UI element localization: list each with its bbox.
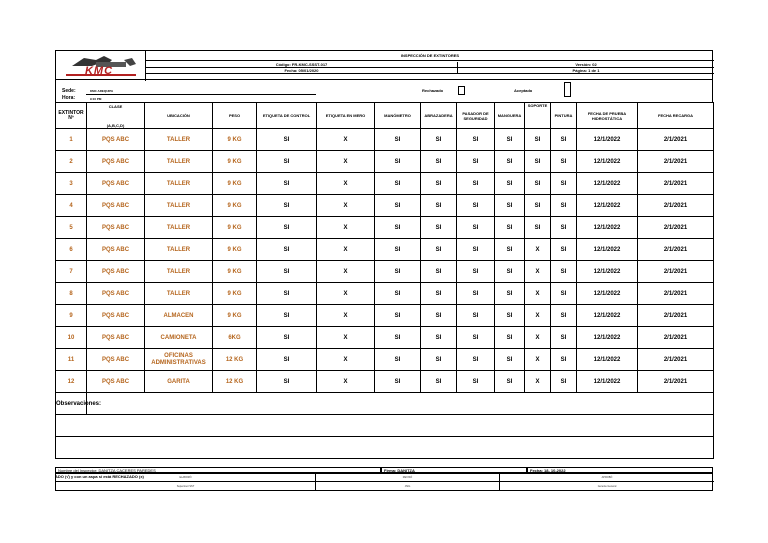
row-number: 3: [56, 173, 87, 195]
row-pasador: SI: [457, 195, 495, 217]
row-manguera: SI: [495, 239, 525, 261]
row-etiqueta-control: SI: [257, 195, 317, 217]
row-manometro: SI: [375, 239, 421, 261]
row-pintura: SI: [551, 129, 577, 151]
row-recarga: 2/1/2021: [638, 283, 714, 305]
row-pasador: SI: [457, 261, 495, 283]
company-logo: [62, 54, 140, 78]
table-header: [56, 103, 714, 129]
row-abrazadera: SI: [421, 327, 457, 349]
row-pasador: SI: [457, 371, 495, 393]
row-peso: 9 KG: [213, 261, 257, 283]
row-recarga: 2/1/2021: [638, 173, 714, 195]
row-soporte: X: [525, 349, 551, 371]
row-recarga: 2/1/2021: [638, 239, 714, 261]
row-manguera: SI: [495, 305, 525, 327]
row-number: 6: [56, 239, 87, 261]
col-peso: PESO: [213, 103, 257, 129]
rechazado-checkbox[interactable]: [458, 86, 465, 95]
table-row: [56, 151, 714, 173]
row-pintura: SI: [551, 327, 577, 349]
row-manguera: SI: [495, 151, 525, 173]
row-pintura: SI: [551, 239, 577, 261]
row-abrazadera: SI: [421, 217, 457, 239]
document-code: Código: FR-KMC-SSST-017: [146, 62, 458, 67]
row-etiqueta-mero: X: [317, 305, 375, 327]
row-number: 4: [56, 195, 87, 217]
row-clase: PQS ABC: [87, 305, 145, 327]
row-manguera: SI: [495, 327, 525, 349]
table-row: [56, 349, 714, 371]
col-prueba: FECHA DE PRUEBA HIDROSTÁTICA: [577, 103, 638, 129]
col-clase: [87, 103, 145, 129]
table-body: [56, 129, 714, 393]
row-clase: PQS ABC: [87, 129, 145, 151]
header-info: [146, 51, 714, 81]
table-row: [56, 195, 714, 217]
table-row: [56, 283, 714, 305]
row-prueba: 12/1/2022: [577, 349, 638, 371]
sede-row: [55, 80, 713, 102]
logo-cell: [56, 51, 146, 81]
row-clase: PQS ABC: [87, 349, 145, 371]
sede-value: KMC AREQUIPA: [90, 89, 114, 93]
row-number: 5: [56, 217, 87, 239]
row-ubicacion: GARITA: [145, 371, 213, 393]
row-manometro: SI: [375, 129, 421, 151]
document-pages: Página: 1 de 1: [572, 68, 600, 73]
row-etiqueta-control: SI: [257, 173, 317, 195]
table-row: [56, 173, 714, 195]
row-etiqueta-mero: X: [317, 327, 375, 349]
inspector-name: Nombre del Inspector: DANITZA CACERES PAREDES: [55, 467, 381, 474]
row-etiqueta-mero: X: [317, 151, 375, 173]
sig-elaboro: ELABORÓ: [56, 473, 316, 482]
row-peso: 9 KG: [213, 217, 257, 239]
row-number: 9: [56, 305, 87, 327]
row-abrazadera: SI: [421, 173, 457, 195]
row-peso: 9 KG: [213, 283, 257, 305]
row-abrazadera: SI: [421, 195, 457, 217]
row-recarga: 2/1/2021: [638, 151, 714, 173]
row-manguera: SI: [495, 261, 525, 283]
col-soporte: SOPORTE: [525, 103, 551, 129]
row-recarga: 2/1/2021: [638, 217, 714, 239]
row-manometro: SI: [375, 283, 421, 305]
row-manometro: SI: [375, 371, 421, 393]
col-extintor: EXTINTOR Nº: [56, 103, 87, 129]
row-clase: PQS ABC: [87, 151, 145, 173]
row-peso: 9 KG: [213, 151, 257, 173]
document-date: Fecha: 05/01/2020: [146, 68, 458, 73]
row-abrazadera: SI: [421, 349, 457, 371]
sig-reviso: REVISÓ: [316, 473, 500, 482]
row-manguera: SI: [495, 217, 525, 239]
table-row: [56, 327, 714, 349]
row-recarga: 2/1/2021: [638, 261, 714, 283]
row-abrazadera: SI: [421, 283, 457, 305]
row-ubicacion: CAMIONETA: [145, 327, 213, 349]
row-abrazadera: SI: [421, 305, 457, 327]
row-soporte: X: [525, 305, 551, 327]
aceptado-checkbox[interactable]: [564, 82, 571, 97]
row-clase: PQS ABC: [87, 283, 145, 305]
sheet-header: [55, 50, 713, 80]
row-ubicacion: ALMACEN: [145, 305, 213, 327]
col-abrazadera: ABRAZADERA: [421, 103, 457, 129]
row-clase: PQS ABC: [87, 195, 145, 217]
row-soporte: SI: [525, 173, 551, 195]
row-peso: 9 KG: [213, 239, 257, 261]
row-pasador: SI: [457, 173, 495, 195]
table-row: [56, 371, 714, 393]
row-pasador: SI: [457, 349, 495, 371]
row-ubicacion: TALLER: [145, 261, 213, 283]
row-ubicacion: TALLER: [145, 217, 213, 239]
row-pintura: SI: [551, 173, 577, 195]
row-etiqueta-mero: X: [317, 129, 375, 151]
row-etiqueta-control: SI: [257, 305, 317, 327]
row-etiqueta-mero: X: [317, 371, 375, 393]
row-etiqueta-control: SI: [257, 129, 317, 151]
row-peso: 6KG: [213, 327, 257, 349]
table-row: [56, 261, 714, 283]
row-abrazadera: SI: [421, 151, 457, 173]
row-peso: 9 KG: [213, 305, 257, 327]
row-recarga: 2/1/2021: [638, 349, 714, 371]
row-etiqueta-mero: X: [317, 217, 375, 239]
row-soporte: SI: [525, 195, 551, 217]
row-peso: 9 KG: [213, 173, 257, 195]
blank-row: [56, 437, 714, 459]
row-etiqueta-control: SI: [257, 349, 317, 371]
row-soporte: SI: [525, 217, 551, 239]
row-pintura: SI: [551, 261, 577, 283]
row-pasador: SI: [457, 217, 495, 239]
row-etiqueta-mero: X: [317, 261, 375, 283]
row-peso: 9 KG: [213, 195, 257, 217]
col-ubicacion: UBICACIÓN: [145, 103, 213, 129]
row-number: 8: [56, 283, 87, 305]
row-number: 2: [56, 151, 87, 173]
row-prueba: 12/1/2022: [577, 371, 638, 393]
observaciones-field[interactable]: [87, 393, 714, 415]
col-pintura: PINTURA: [551, 103, 577, 129]
row-pasador: SI: [457, 283, 495, 305]
hora-value: 9:10 PM: [90, 97, 102, 101]
row-peso: 9 KG: [213, 129, 257, 151]
observaciones-label: Observaciones:: [56, 393, 87, 415]
row-recarga: 2/1/2021: [638, 129, 714, 151]
row-soporte: X: [525, 239, 551, 261]
row-abrazadera: SI: [421, 129, 457, 151]
row-soporte: SI: [525, 151, 551, 173]
row-manguera: SI: [495, 195, 525, 217]
row-prueba: 12/1/2022: [577, 327, 638, 349]
row-number: 7: [56, 261, 87, 283]
row-manometro: SI: [375, 217, 421, 239]
col-manometro: MANÓMETRO: [375, 103, 421, 129]
row-manometro: SI: [375, 327, 421, 349]
col-pasador: PASADOR DE SEGURIDAD: [457, 103, 495, 129]
table-row: [56, 239, 714, 261]
row-pintura: SI: [551, 305, 577, 327]
row-manguera: SI: [495, 371, 525, 393]
row-clase: PQS ABC: [87, 261, 145, 283]
row-manometro: SI: [375, 349, 421, 371]
table-row: [56, 129, 714, 151]
row-etiqueta-mero: X: [317, 195, 375, 217]
row-manometro: SI: [375, 151, 421, 173]
row-soporte: X: [525, 261, 551, 283]
row-pintura: SI: [551, 283, 577, 305]
row-prueba: 12/1/2022: [577, 305, 638, 327]
row-prueba: 12/1/2022: [577, 173, 638, 195]
row-pasador: SI: [457, 305, 495, 327]
sig-reviso-role: JSIG: [316, 482, 500, 490]
row-ubicacion: OFICINAS ADMINISTRATIVAS: [145, 349, 213, 371]
row-abrazadera: SI: [421, 261, 457, 283]
row-etiqueta-mero: X: [317, 283, 375, 305]
row-soporte: SI: [525, 129, 551, 151]
row-etiqueta-mero: X: [317, 349, 375, 371]
fecha: Fecha: 18- 10-2022: [527, 467, 713, 474]
sede-underline: [86, 94, 316, 95]
row-manguera: SI: [495, 349, 525, 371]
row-number: 11: [56, 349, 87, 371]
row-clase: PQS ABC: [87, 327, 145, 349]
row-manometro: SI: [375, 305, 421, 327]
row-peso: 12 KG: [213, 349, 257, 371]
row-prueba: 12/1/2022: [577, 261, 638, 283]
sig-aprobo-role: Gerente General: [597, 484, 617, 488]
document-title: INSPECCIÓN DE EXTINTORES: [146, 51, 714, 61]
row-prueba: 12/1/2022: [577, 195, 638, 217]
row-prueba: 12/1/2022: [577, 151, 638, 173]
row-ubicacion: TALLER: [145, 173, 213, 195]
row-recarga: 2/1/2021: [638, 195, 714, 217]
row-prueba: 12/1/2022: [577, 129, 638, 151]
row-manometro: SI: [375, 195, 421, 217]
row-ubicacion: TALLER: [145, 239, 213, 261]
row-clase: PQS ABC: [87, 173, 145, 195]
firma: Firma: DANITZA: [381, 467, 527, 474]
row-etiqueta-mero: X: [317, 239, 375, 261]
row-ubicacion: TALLER: [145, 151, 213, 173]
signature-block: [55, 472, 713, 491]
row-soporte: X: [525, 283, 551, 305]
sig-aprobo: APROBÓ: [500, 473, 714, 482]
row-pintura: SI: [551, 217, 577, 239]
table-row: [56, 305, 714, 327]
row-pintura: SI: [551, 371, 577, 393]
row-prueba: 12/1/2022: [577, 217, 638, 239]
row-etiqueta-control: SI: [257, 283, 317, 305]
sede-label: Sede:: [62, 88, 76, 94]
rechazado-label: Rechazado: [422, 88, 444, 93]
col-etiqueta-mero: ETIQUETA EN MERO: [317, 103, 375, 129]
row-recarga: 2/1/2021: [638, 371, 714, 393]
row-pasador: SI: [457, 151, 495, 173]
row-pasador: SI: [457, 239, 495, 261]
row-pasador: SI: [457, 327, 495, 349]
row-manguera: SI: [495, 129, 525, 151]
row-peso: 12 KG: [213, 371, 257, 393]
row-recarga: 2/1/2021: [638, 327, 714, 349]
row-etiqueta-control: SI: [257, 239, 317, 261]
row-etiqueta-control: SI: [257, 217, 317, 239]
row-soporte: X: [525, 371, 551, 393]
row-pintura: SI: [551, 349, 577, 371]
row-recarga: 2/1/2021: [638, 305, 714, 327]
row-number: 12: [56, 371, 87, 393]
row-manguera: SI: [495, 173, 525, 195]
row-manometro: SI: [375, 261, 421, 283]
col-clase-sub: (A,B,C,D): [106, 122, 125, 128]
extinguisher-table: [55, 102, 714, 459]
row-clase: PQS ABC: [87, 217, 145, 239]
row-number: 1: [56, 129, 87, 151]
sig-elaboro-role: Supervisor SST: [56, 482, 316, 490]
row-prueba: 12/1/2022: [577, 239, 638, 261]
row-ubicacion: TALLER: [145, 195, 213, 217]
row-pintura: SI: [551, 195, 577, 217]
row-clase: PQS ABC: [87, 371, 145, 393]
col-etiqueta-control: ETIQUETA DE CONTROL: [257, 103, 317, 129]
col-manguera: MANGUERA: [495, 103, 525, 129]
row-ubicacion: TALLER: [145, 283, 213, 305]
row-manometro: SI: [375, 173, 421, 195]
legend-note: ADO (√) y con un aspa si está RECHAZADO (x): [55, 474, 144, 479]
row-ubicacion: TALLER: [145, 129, 213, 151]
row-pintura: SI: [551, 151, 577, 173]
row-etiqueta-mero: X: [317, 173, 375, 195]
row-etiqueta-control: SI: [257, 151, 317, 173]
col-clase-label: CLASE: [108, 103, 123, 109]
inspection-sheet: [55, 50, 713, 477]
col-recarga: FECHA RECARGA: [638, 103, 714, 129]
document-version: Versión: 02: [575, 61, 597, 67]
row-etiqueta-control: SI: [257, 261, 317, 283]
hora-label: Hora:: [62, 95, 76, 101]
row-etiqueta-control: SI: [257, 327, 317, 349]
row-prueba: 12/1/2022: [577, 283, 638, 305]
table-row: [56, 217, 714, 239]
blank-row: [56, 415, 714, 437]
observaciones-row: [56, 393, 714, 415]
row-manguera: SI: [495, 283, 525, 305]
row-pasador: SI: [457, 129, 495, 151]
row-soporte: X: [525, 327, 551, 349]
row-etiqueta-control: SI: [257, 371, 317, 393]
row-number: 10: [56, 327, 87, 349]
aceptado-label: Aceptado: [514, 88, 533, 93]
row-abrazadera: SI: [421, 371, 457, 393]
logo-text: KMC: [84, 65, 114, 77]
row-clase: PQS ABC: [87, 239, 145, 261]
row-abrazadera: SI: [421, 239, 457, 261]
code-version-row: [146, 61, 714, 68]
